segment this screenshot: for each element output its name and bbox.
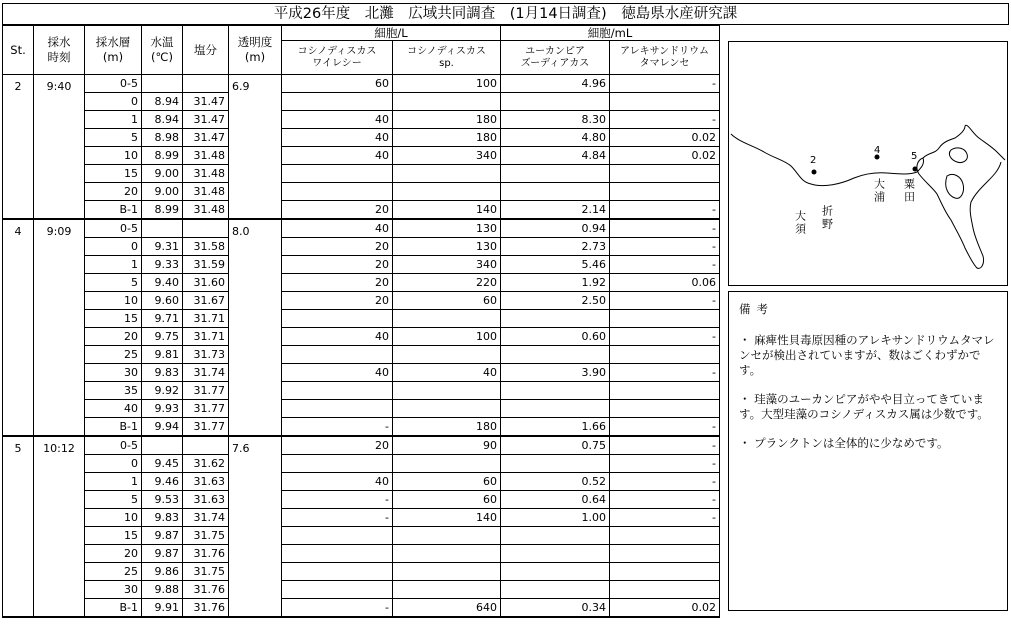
count-cell — [501, 563, 610, 581]
station-label: 2 — [810, 155, 817, 166]
count-cell — [393, 346, 501, 364]
count-cell: 180 — [393, 111, 501, 129]
table-row — [3, 129, 720, 147]
coastline-map — [729, 42, 1007, 285]
salinity-cell: 31.73 — [183, 346, 229, 364]
count-cell — [282, 581, 393, 599]
salinity-cell: 31.48 — [183, 201, 229, 220]
count-cell: 3.90 — [501, 364, 610, 382]
count-cell — [501, 455, 610, 473]
temp-cell: 9.71 — [142, 310, 183, 328]
count-cell — [282, 346, 393, 364]
count-cell: - — [610, 219, 720, 238]
count-cell — [501, 165, 610, 183]
count-cell: 220 — [393, 274, 501, 292]
temp-cell: 9.87 — [142, 527, 183, 545]
table-row — [3, 256, 720, 274]
count-cell — [610, 165, 720, 183]
table-row — [3, 599, 720, 618]
count-cell: 40 — [282, 473, 393, 491]
count-cell: 40 — [393, 364, 501, 382]
place-name: 大須 — [793, 210, 807, 236]
count-cell: 4.80 — [501, 129, 610, 147]
salinity-cell: 31.77 — [183, 400, 229, 418]
table-row — [3, 491, 720, 509]
header-species-4: アレキサンドリウム タマレンセ — [610, 41, 720, 75]
table-row — [3, 147, 720, 165]
count-cell — [501, 400, 610, 418]
temp-cell: 9.53 — [142, 491, 183, 509]
count-cell — [282, 93, 393, 111]
table-row — [3, 238, 720, 256]
count-cell — [393, 527, 501, 545]
peninsula — [917, 158, 1001, 268]
page-title: 平成26年度 北灘 広域共同調査 (1月14日調査) 徳島県水産研究課 — [2, 3, 1009, 25]
count-cell — [501, 183, 610, 201]
count-cell: 20 — [282, 238, 393, 256]
location-map — [728, 41, 1008, 286]
count-cell — [501, 346, 610, 364]
temp-cell: 9.88 — [142, 581, 183, 599]
table-row — [3, 328, 720, 346]
count-cell: 2.50 — [501, 292, 610, 310]
count-cell: 100 — [393, 75, 501, 93]
count-cell — [501, 527, 610, 545]
count-cell — [282, 310, 393, 328]
count-cell: 2.14 — [501, 201, 610, 220]
temp-cell: 8.94 — [142, 111, 183, 129]
count-cell — [610, 545, 720, 563]
salinity-cell: 31.74 — [183, 364, 229, 382]
temp-cell: 8.94 — [142, 93, 183, 111]
station-number: 4 — [3, 219, 34, 436]
count-cell: 130 — [393, 219, 501, 238]
salinity-cell: 31.75 — [183, 563, 229, 581]
count-cell: 0.06 — [610, 274, 720, 292]
coastline — [731, 125, 1005, 185]
count-cell — [282, 382, 393, 400]
depth-cell: 20 — [85, 328, 142, 346]
header-transparency: 透明度 (m) — [229, 26, 282, 75]
depth-cell: 1 — [85, 111, 142, 129]
count-cell: - — [610, 509, 720, 527]
island-2 — [949, 148, 967, 163]
count-cell — [610, 563, 720, 581]
depth-cell: 0-5 — [85, 75, 142, 93]
table-row — [3, 183, 720, 201]
count-cell — [393, 165, 501, 183]
table-row — [3, 346, 720, 364]
count-cell: 0.02 — [610, 147, 720, 165]
salinity-cell: 31.76 — [183, 545, 229, 563]
count-cell — [393, 455, 501, 473]
salinity-cell: 31.74 — [183, 509, 229, 527]
count-cell: - — [610, 455, 720, 473]
count-cell: - — [610, 328, 720, 346]
count-cell: 0.60 — [501, 328, 610, 346]
count-cell: - — [610, 364, 720, 382]
count-cell — [393, 382, 501, 400]
depth-cell: 10 — [85, 509, 142, 527]
count-cell: 20 — [282, 201, 393, 220]
count-cell — [282, 455, 393, 473]
depth-cell: 0-5 — [85, 219, 142, 238]
count-cell: 60 — [393, 292, 501, 310]
depth-cell: 25 — [85, 346, 142, 364]
temp-cell: 9.33 — [142, 256, 183, 274]
count-cell: 0.34 — [501, 599, 610, 618]
count-cell — [282, 545, 393, 563]
temp-cell: 9.94 — [142, 418, 183, 437]
table-row — [3, 93, 720, 111]
depth-cell: 0-5 — [85, 436, 142, 455]
station-label: 4 — [874, 145, 881, 156]
depth-cell: B-1 — [85, 599, 142, 618]
count-cell: 40 — [282, 111, 393, 129]
table-row — [3, 364, 720, 382]
count-cell: 130 — [393, 238, 501, 256]
count-cell: 140 — [393, 509, 501, 527]
temp-cell: 9.00 — [142, 165, 183, 183]
temp-cell: 8.99 — [142, 201, 183, 220]
count-cell — [393, 581, 501, 599]
temp-cell: 9.83 — [142, 509, 183, 527]
salinity-cell: 31.76 — [183, 599, 229, 618]
count-cell — [282, 400, 393, 418]
depth-cell: 20 — [85, 183, 142, 201]
temp-cell: 9.83 — [142, 364, 183, 382]
table-row — [3, 509, 720, 527]
depth-cell: 0 — [85, 93, 142, 111]
place-name: 大浦 — [872, 178, 886, 204]
count-cell: - — [282, 509, 393, 527]
transparency-cell: 7.6 — [229, 436, 282, 617]
table-row — [3, 473, 720, 491]
depth-cell: B-1 — [85, 201, 142, 220]
depth-cell: 5 — [85, 491, 142, 509]
count-cell: 1.92 — [501, 274, 610, 292]
depth-cell: 40 — [85, 400, 142, 418]
sample-time: 9:40 — [34, 75, 85, 220]
temp-cell: 9.91 — [142, 599, 183, 618]
depth-cell: B-1 — [85, 418, 142, 437]
salinity-cell: 31.71 — [183, 328, 229, 346]
count-cell — [610, 346, 720, 364]
count-cell: 0.02 — [610, 129, 720, 147]
depth-cell: 15 — [85, 527, 142, 545]
count-cell — [610, 310, 720, 328]
salinity-cell: 31.63 — [183, 491, 229, 509]
header-group-per-ml: 細胞/mL — [501, 26, 720, 41]
count-cell: 0.94 — [501, 219, 610, 238]
count-cell — [282, 527, 393, 545]
depth-cell: 15 — [85, 165, 142, 183]
count-cell: 340 — [393, 256, 501, 274]
station-5-point — [913, 167, 918, 172]
salinity-cell: 31.58 — [183, 238, 229, 256]
temp-cell — [142, 436, 183, 455]
salinity-cell: 31.60 — [183, 274, 229, 292]
temp-cell: 9.45 — [142, 455, 183, 473]
table-row — [3, 310, 720, 328]
place-name: 粟田 — [902, 178, 916, 204]
count-cell: - — [610, 256, 720, 274]
station-number: 2 — [3, 75, 34, 220]
count-cell: 60 — [393, 491, 501, 509]
depth-cell: 5 — [85, 129, 142, 147]
station-number: 5 — [3, 436, 34, 617]
count-cell: 5.46 — [501, 256, 610, 274]
temp-cell: 9.75 — [142, 328, 183, 346]
count-cell: 1.66 — [501, 418, 610, 437]
temp-cell: 9.40 — [142, 274, 183, 292]
temp-cell: 8.98 — [142, 129, 183, 147]
survey-table — [2, 25, 720, 618]
count-cell: - — [282, 599, 393, 618]
salinity-cell: 31.67 — [183, 292, 229, 310]
salinity-cell: 31.47 — [183, 129, 229, 147]
temp-cell: 9.00 — [142, 183, 183, 201]
count-cell — [393, 310, 501, 328]
salinity-cell: 31.48 — [183, 183, 229, 201]
count-cell: 40 — [282, 129, 393, 147]
count-cell — [282, 165, 393, 183]
depth-cell: 20 — [85, 545, 142, 563]
table-row — [3, 527, 720, 545]
count-cell: 20 — [282, 274, 393, 292]
remarks-panel — [728, 291, 1008, 611]
temp-cell: 8.99 — [142, 147, 183, 165]
count-cell — [610, 93, 720, 111]
temp-cell: 9.87 — [142, 545, 183, 563]
count-cell — [393, 545, 501, 563]
salinity-cell: 31.75 — [183, 527, 229, 545]
count-cell — [610, 382, 720, 400]
count-cell — [610, 183, 720, 201]
count-cell — [501, 545, 610, 563]
remark-item: ・ 珪藻のユーカンピアがやや目立ってきています。大型珪藻のコシノディスカス属は少数です。 — [739, 392, 989, 421]
count-cell: 0.75 — [501, 436, 610, 455]
table-row — [3, 545, 720, 563]
depth-cell: 35 — [85, 382, 142, 400]
table-row — [3, 382, 720, 400]
count-cell: - — [610, 473, 720, 491]
header-species-1: コシノディスカス ワイレシー — [282, 41, 393, 75]
transparency-cell: 6.9 — [229, 75, 282, 220]
table-row — [3, 274, 720, 292]
count-cell: - — [610, 201, 720, 220]
remark-item: ・ プランクトンは全体的に少なめです。 — [739, 436, 949, 450]
count-cell — [393, 400, 501, 418]
table-row — [3, 111, 720, 129]
table-row — [3, 581, 720, 599]
salinity-cell — [183, 219, 229, 238]
table-row — [3, 563, 720, 581]
count-cell: 40 — [282, 219, 393, 238]
header-group-per-l: 細胞/L — [282, 26, 501, 41]
count-cell: 60 — [393, 473, 501, 491]
depth-cell: 10 — [85, 292, 142, 310]
header-species-2: コシノディスカス sp. — [393, 41, 501, 75]
temp-cell: 9.60 — [142, 292, 183, 310]
temp-cell: 9.92 — [142, 382, 183, 400]
salinity-cell: 31.47 — [183, 111, 229, 129]
salinity-cell: 31.62 — [183, 455, 229, 473]
count-cell: 90 — [393, 436, 501, 455]
sample-time: 10:12 — [34, 436, 85, 617]
salinity-cell: 31.76 — [183, 581, 229, 599]
table-row — [3, 400, 720, 418]
count-cell — [282, 563, 393, 581]
count-cell: 20 — [282, 256, 393, 274]
station-2-point — [812, 170, 817, 175]
transparency-cell: 8.0 — [229, 219, 282, 436]
count-cell: 140 — [393, 201, 501, 220]
count-cell: - — [610, 436, 720, 455]
table-row — [3, 219, 720, 238]
table-row — [3, 455, 720, 473]
header-temp: 水温 (℃) — [142, 26, 183, 75]
salinity-cell — [183, 436, 229, 455]
temp-cell: 9.93 — [142, 400, 183, 418]
count-cell — [393, 183, 501, 201]
depth-cell: 5 — [85, 274, 142, 292]
count-cell: 640 — [393, 599, 501, 618]
count-cell: - — [610, 292, 720, 310]
temp-cell: 9.46 — [142, 473, 183, 491]
count-cell: 340 — [393, 147, 501, 165]
salinity-cell: 31.77 — [183, 382, 229, 400]
count-cell: - — [610, 75, 720, 93]
count-cell: 0.52 — [501, 473, 610, 491]
table-row — [3, 292, 720, 310]
count-cell: 20 — [282, 436, 393, 455]
depth-cell: 15 — [85, 310, 142, 328]
temp-cell — [142, 219, 183, 238]
count-cell: 100 — [393, 328, 501, 346]
count-cell: - — [282, 491, 393, 509]
depth-cell: 10 — [85, 147, 142, 165]
depth-cell: 30 — [85, 364, 142, 382]
salinity-cell: 31.47 — [183, 93, 229, 111]
salinity-cell: 31.71 — [183, 310, 229, 328]
count-cell — [610, 581, 720, 599]
count-cell — [610, 527, 720, 545]
count-cell: 4.84 — [501, 147, 610, 165]
header-species-3: ユーカンピア ズーディアカス — [501, 41, 610, 75]
salinity-cell: 31.63 — [183, 473, 229, 491]
count-cell: 2.73 — [501, 238, 610, 256]
depth-cell: 30 — [85, 581, 142, 599]
count-cell — [501, 93, 610, 111]
header-layer: 採水層 (m) — [85, 26, 142, 75]
place-name: 折野 — [820, 205, 834, 231]
count-cell — [393, 563, 501, 581]
depth-cell: 0 — [85, 455, 142, 473]
count-cell: 20 — [282, 292, 393, 310]
count-cell: 60 — [282, 75, 393, 93]
count-cell: - — [282, 418, 393, 437]
island-1 — [946, 174, 964, 198]
station-label: 5 — [911, 151, 918, 162]
header-salinity: 塩分 — [183, 26, 229, 75]
count-cell: 40 — [282, 364, 393, 382]
count-cell: 0.64 — [501, 491, 610, 509]
sample-time: 9:09 — [34, 219, 85, 436]
count-cell: - — [610, 491, 720, 509]
count-cell — [610, 400, 720, 418]
depth-cell: 1 — [85, 473, 142, 491]
count-cell: 0.02 — [610, 599, 720, 618]
count-cell: 8.30 — [501, 111, 610, 129]
depth-cell: 0 — [85, 238, 142, 256]
count-cell — [501, 382, 610, 400]
count-cell: 40 — [282, 147, 393, 165]
count-cell — [501, 581, 610, 599]
header-st: St. — [3, 26, 34, 75]
temp-cell: 9.31 — [142, 238, 183, 256]
table-row — [3, 436, 720, 455]
salinity-cell — [183, 75, 229, 93]
count-cell: 1.00 — [501, 509, 610, 527]
count-cell — [393, 93, 501, 111]
count-cell: - — [610, 238, 720, 256]
count-cell: 4.96 — [501, 75, 610, 93]
depth-cell: 1 — [85, 256, 142, 274]
count-cell: 40 — [282, 328, 393, 346]
salinity-cell: 31.59 — [183, 256, 229, 274]
remark-item: ・ 麻痺性貝毒原因種のアレキサンドリウムタマレンセが検出されていますが、数はごくわずかです。 — [739, 333, 995, 377]
count-cell — [282, 183, 393, 201]
count-cell: - — [610, 418, 720, 437]
temp-cell: 9.86 — [142, 563, 183, 581]
salinity-cell: 31.77 — [183, 418, 229, 437]
count-cell — [501, 310, 610, 328]
table-row — [3, 418, 720, 437]
remarks-title: 備考 — [739, 302, 774, 316]
count-cell: 180 — [393, 418, 501, 437]
table-row — [3, 75, 720, 93]
salinity-cell: 31.48 — [183, 165, 229, 183]
depth-cell: 25 — [85, 563, 142, 581]
temp-cell — [142, 75, 183, 93]
count-cell: - — [610, 111, 720, 129]
header-time: 採水 時刻 — [34, 26, 85, 75]
salinity-cell: 31.48 — [183, 147, 229, 165]
table-row — [3, 165, 720, 183]
temp-cell: 9.81 — [142, 346, 183, 364]
table-row — [3, 201, 720, 220]
count-cell: 180 — [393, 129, 501, 147]
